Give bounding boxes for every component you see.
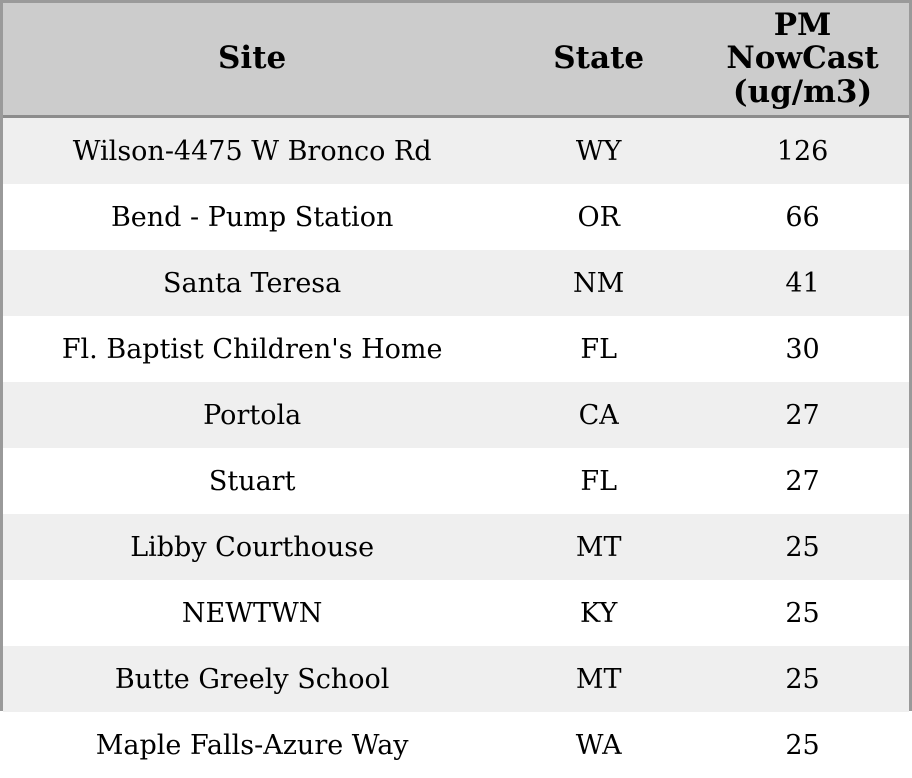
header-row	[3, 3, 909, 117]
table-row	[3, 316, 909, 382]
cell-state: OR	[501, 184, 696, 250]
table-row	[3, 382, 909, 448]
cell-state: WY	[501, 117, 696, 185]
cell-value: 41	[696, 250, 909, 316]
cell-value: 30	[696, 316, 909, 382]
cell-site: Bend - Pump Station	[3, 184, 501, 250]
cell-state: FL	[501, 316, 696, 382]
cell-site: NEWTWN	[3, 580, 501, 646]
table-row	[3, 250, 909, 316]
cell-site: Butte Greely School	[3, 646, 501, 712]
table-row	[3, 448, 909, 514]
cell-value: 27	[696, 382, 909, 448]
table-header	[3, 3, 909, 117]
table-row	[3, 580, 909, 646]
pm-nowcast-table	[3, 3, 909, 778]
cell-value: 27	[696, 448, 909, 514]
column-header-pm-line2: NowCast	[726, 40, 879, 77]
cell-site: Santa Teresa	[3, 250, 501, 316]
cell-state: WA	[501, 712, 696, 778]
table-body	[3, 117, 909, 778]
column-header-pm-line3: (ug/m3)	[732, 73, 873, 110]
cell-value: 25	[696, 712, 909, 778]
cell-state: FL	[501, 448, 696, 514]
cell-value: 66	[696, 184, 909, 250]
column-header-pm-nowcast	[696, 3, 909, 117]
cell-site: Portola	[3, 382, 501, 448]
table-row	[3, 712, 909, 778]
cell-value: 25	[696, 646, 909, 712]
cell-state: KY	[501, 580, 696, 646]
table-row	[3, 184, 909, 250]
cell-value: 126	[696, 117, 909, 185]
cell-site: Libby Courthouse	[3, 514, 501, 580]
table-row	[3, 514, 909, 580]
cell-state: MT	[501, 646, 696, 712]
cell-value: 25	[696, 580, 909, 646]
cell-site: Maple Falls-Azure Way	[3, 712, 501, 778]
column-header-pm-line1: PM	[773, 7, 832, 43]
table-row	[3, 646, 909, 712]
cell-site: Stuart	[3, 448, 501, 514]
cell-value: 25	[696, 514, 909, 580]
cell-state: CA	[501, 382, 696, 448]
cell-state: NM	[501, 250, 696, 316]
cell-state: MT	[501, 514, 696, 580]
cell-site: Fl. Baptist Children's Home	[3, 316, 501, 382]
cell-site: Wilson-4475 W Bronco Rd	[3, 117, 501, 185]
column-header-site: Site	[3, 3, 501, 117]
table-row	[3, 117, 909, 185]
column-header-state: State	[501, 3, 696, 117]
